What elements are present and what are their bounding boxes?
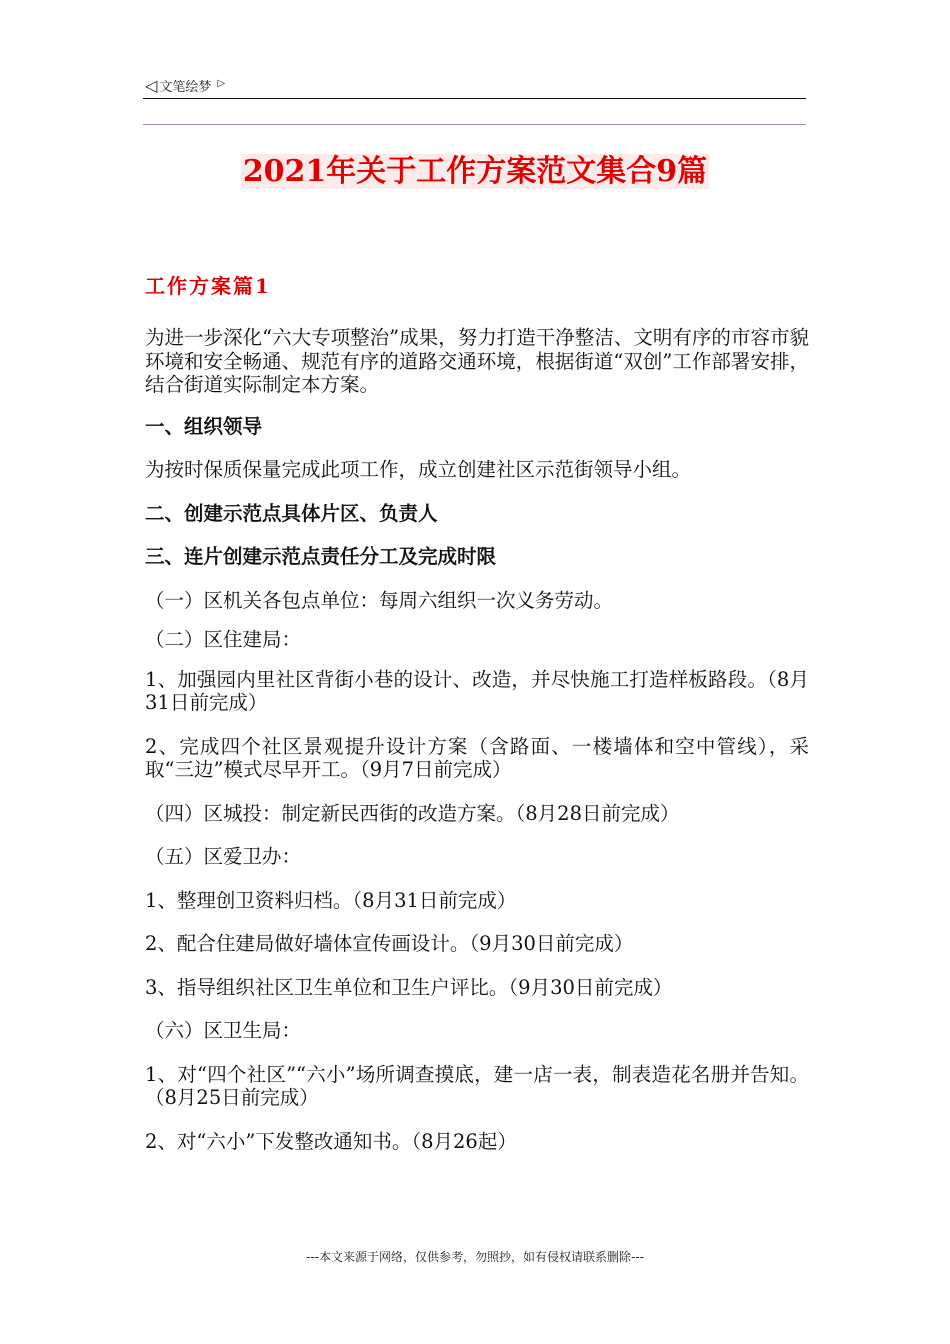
triangle-right-icon: ▷ [217,78,226,89]
document-body [145,326,809,1173]
triangle-left-icon: ◁ [145,76,158,95]
brand-text: 文笔绘梦 [159,80,212,95]
title-rule [143,124,806,125]
footer-disclaimer: ---本文来源于网络，仅供参考，勿照抄，如有侵权请联系删除--- [306,1250,644,1264]
paragraph: 3、指导组织社区卫生单位和卫生户评比。（9月30日前完成） [145,975,673,999]
paragraph: 2、配合住建局做好墙体宣传画设计。（9月30日前完成） [145,932,634,955]
paragraph: 1、整理创卫资料归档。（8月31日前完成） [145,888,517,912]
paragraph: （五）区爱卫办： [145,845,302,868]
paragraph: 为按时保质保量完成此项工作，成立创建社区示范街领导小组。 [145,458,692,481]
document-title: 2021年关于工作方案范文集合9篇 [242,154,708,189]
paragraph: （二）区住建局： [145,628,302,651]
paragraph: 为进一步深化“六大专项整治”成果，努力打造干净整洁、文明有序的市容市貌环境和安全畅通、规范有序的道路交通环境，根据街道“双创”工作部署安排，结合街道实际制定本方案。 [145,326,809,396]
paragraph: （六）区卫生局： [145,1019,302,1042]
paragraph: 2、完成四个社区景观提升设计方案（含路面、一楼墙体和空中管线），采取“三边”模式尽早开工。（9月7日前完成） [145,734,809,781]
paragraph: （一）区机关各包点单位：每周六组织一次义务劳动。 [145,588,614,612]
section-heading: 二、创建示范点具体片区、负责人 [145,501,438,525]
paragraph: 1、加强园内里社区背街小巷的设计、改造，并尽快施工打造样板路段。（8月31日前完成） [145,667,809,714]
section-heading: 三、连片创建示范点责任分工及完成时限 [145,545,497,568]
section-heading: 一、组织领导 [145,414,263,438]
paragraph: 2、对“六小”下发整改通知书。（8月26起） [145,1129,517,1153]
paragraph: 1、对“四个社区”“六小”场所调查摸底，建一店一表，制表造花名册并告知。（8月25日前完成） [145,1062,809,1109]
paragraph: （四）区城投：制定新民西街的改造方案。（8月28日前完成） [145,801,680,825]
header-rule [143,98,806,99]
header-brand [145,76,225,95]
section-title: 工作方案篇1 [145,274,271,298]
